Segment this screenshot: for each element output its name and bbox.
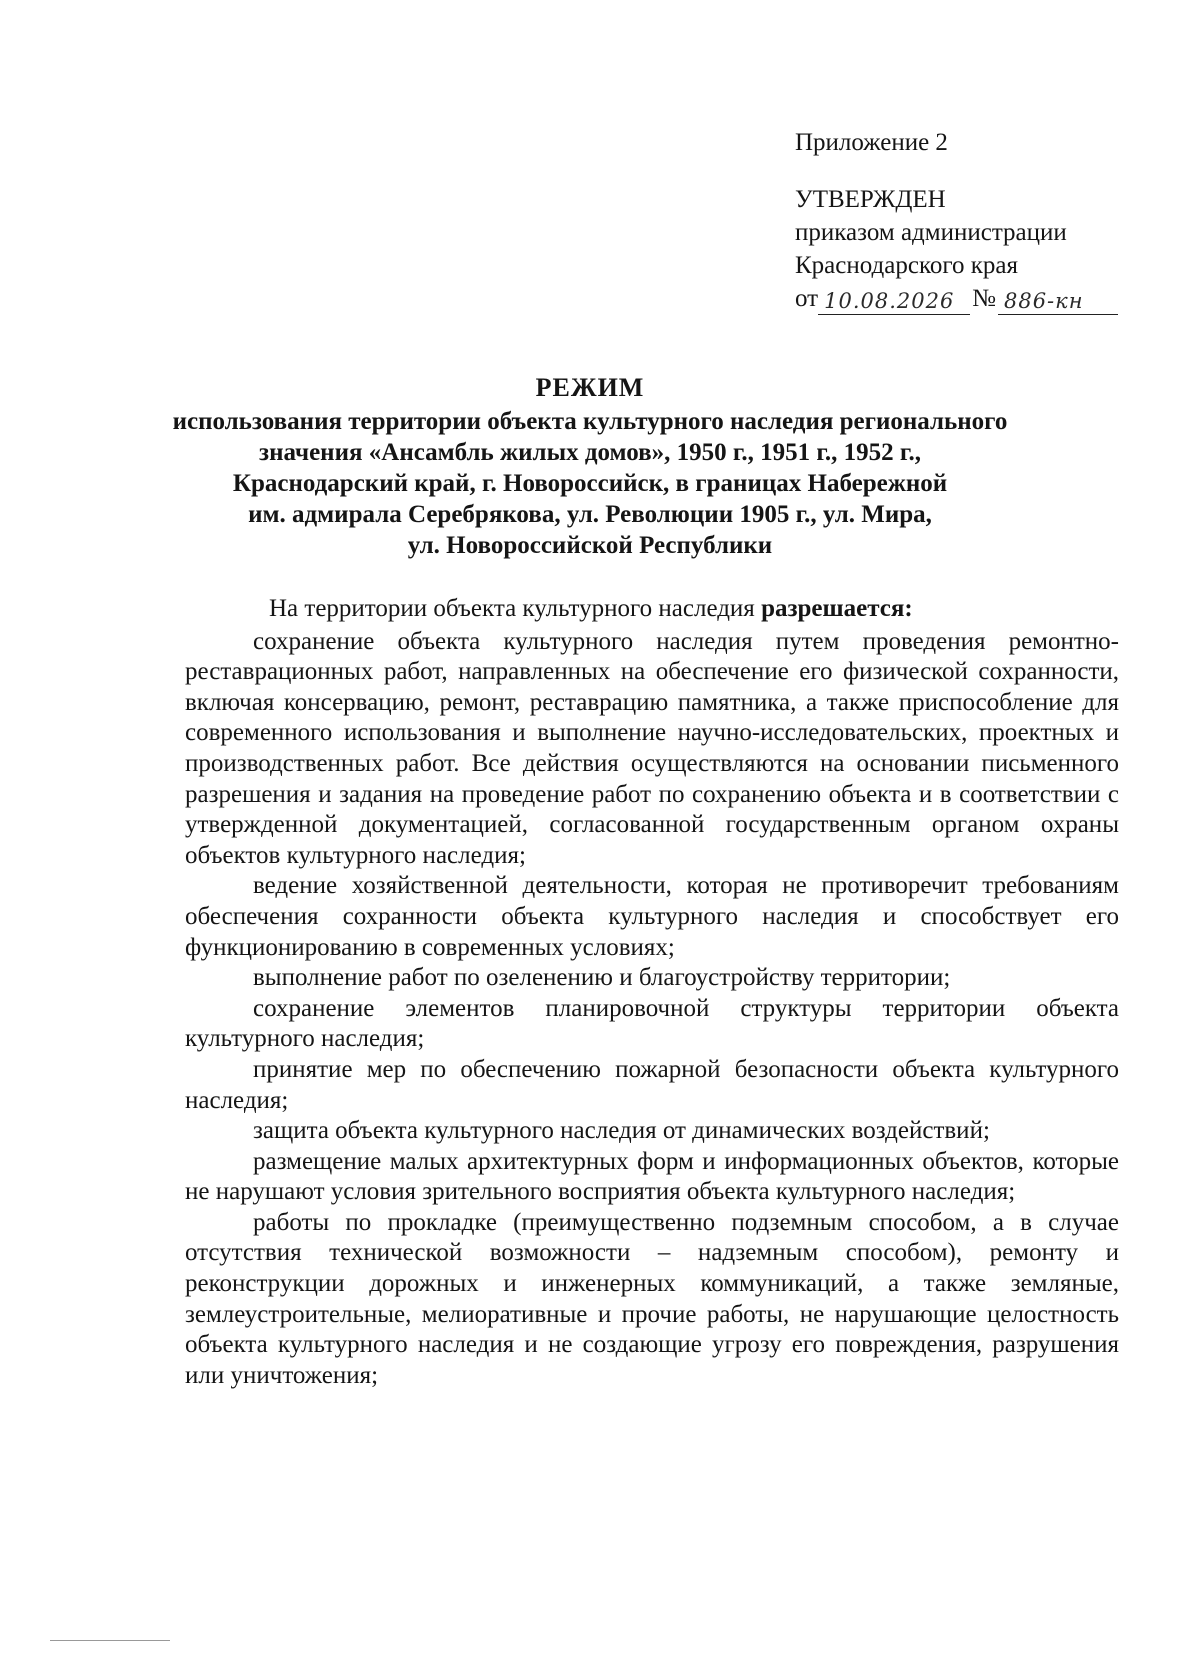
title-line: значения «Ансамбль жилых домов», 1950 г., 1951 г., 1952 г., (259, 439, 921, 466)
permitted-item: сохранение элементов планировочной структуры территории объекта культурного наследия; (185, 994, 1119, 1053)
permitted-item: выполнение работ по озеленению и благоустройству территории; (253, 964, 951, 992)
permitted-item: сохранение объекта культурного наследия путем проведения ремонтно-реставрационных работ, направленных на обеспечение его физической сохранности, включая консервацию, ремонт, реставрацию памятника, а также приспособление для современного использования и выполнение научно-исследовательских, проектных и производственных работ. Все действия осуществляются на основании письменного разрешения и задания на проведение работ по сохранению объекта и в соответствии с утвержденной документацией, согласованной государственным органом охраны объектов культурного наследия; (185, 627, 1119, 869)
approval-block (795, 126, 1118, 315)
title-line: им. адмирала Серебрякова, ул. Революции 1905 г., ул. Мира, (248, 501, 932, 528)
date-prefix: от (795, 285, 819, 312)
title-line: ул. Новороссийской Республики (407, 532, 773, 559)
document-title-block (150, 372, 1030, 561)
intro-emphasis: разрешается: (761, 595, 913, 622)
permitted-item: работы по прокладке (преимущественно подземным способом, а в случае отсутствия технической возможности – надземным способом), ремонту и реконструкции дорожных и инженерных коммуникаций, а также земляные, землеустроительные, мелиоративные и прочие работы, не нарушающие целостность объекта культурного наследия и не создающие угрозу его повреждения, разрушения или уничтожения; (185, 1208, 1119, 1389)
handwritten-order-number: 886-кн (998, 288, 1118, 315)
order-line-1: приказом администрации (795, 219, 1067, 246)
title-line: Краснодарский край, г. Новороссийск, в границах Набережной (232, 470, 948, 497)
document-title: РЕЖИМ (535, 373, 645, 402)
intro-text: На территории объекта культурного наследия (269, 595, 762, 622)
permitted-item: защита объекта культурного наследия от динамических воздействий; (253, 1117, 990, 1145)
number-sign: № (972, 285, 996, 312)
handwritten-date: 10.08.2026 (818, 288, 970, 315)
order-date-number-line (795, 282, 1118, 315)
intro-paragraph (185, 594, 1119, 625)
approved-heading: УТВЕРЖДЕН (795, 186, 946, 213)
order-line-2: Краснодарского края (795, 252, 1018, 279)
annex-label: Приложение 2 (795, 129, 948, 156)
permitted-item: принятие мер по обеспечению пожарной безопасности объекта культурного наследия; (185, 1055, 1119, 1114)
document-body (185, 594, 1119, 1391)
footer-rule (50, 1640, 170, 1641)
title-line: использования территории объекта культурного наследия регионального (172, 408, 1008, 435)
permitted-item: размещение малых архитектурных форм и информационных объектов, которые не нарушают условия зрительного восприятия объекта культурного наследия; (185, 1147, 1119, 1206)
permitted-item: ведение хозяйственной деятельности, которая не противоречит требованиям обеспечения сохранности объекта культурного наследия и способствует его функционированию в современных условиях; (185, 872, 1119, 961)
